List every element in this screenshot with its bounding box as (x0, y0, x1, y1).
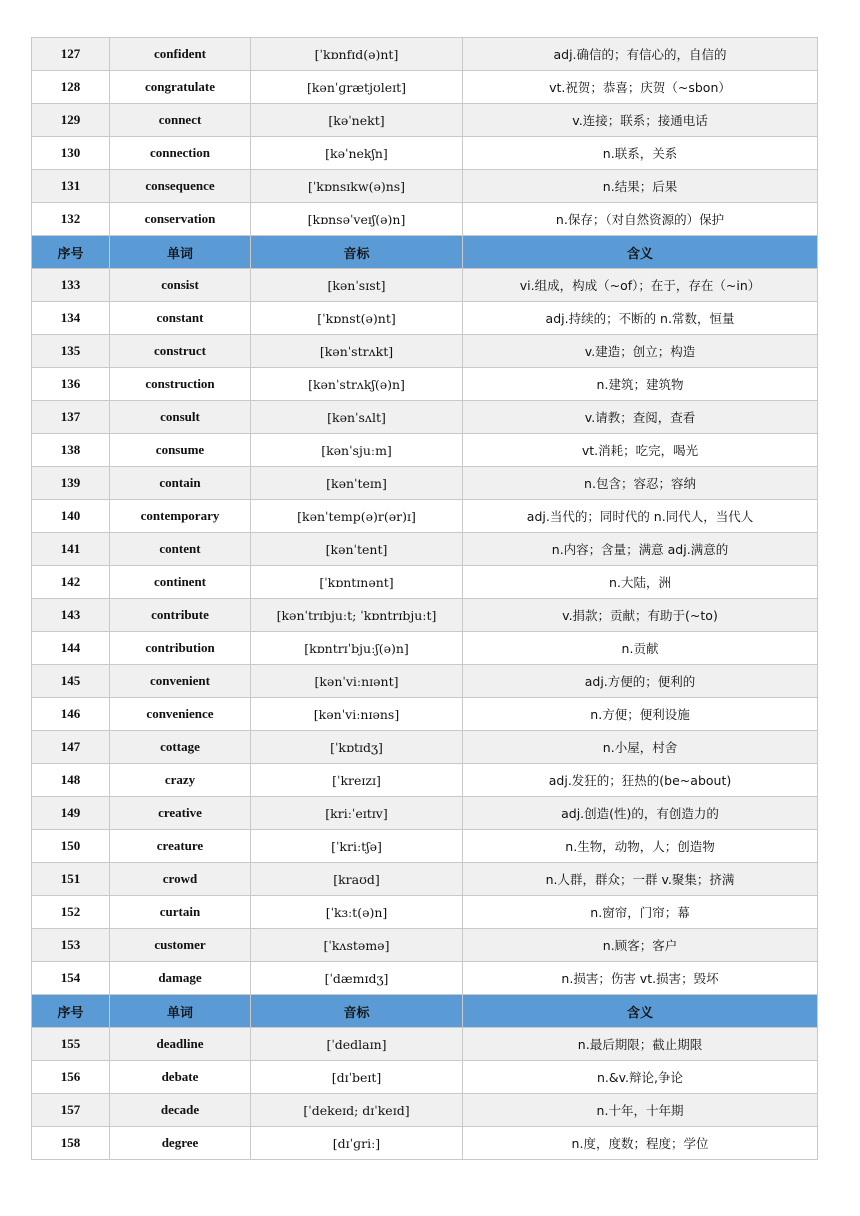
cell-num: 130 (32, 137, 110, 170)
cell-num: 141 (32, 533, 110, 566)
table-row (32, 302, 818, 335)
cell-phonetic: [kənˈsɪst] (251, 269, 463, 302)
cell-meaning: n.结果；后果 (463, 170, 818, 203)
cell-word: congratulate (110, 71, 251, 104)
cell-word: contribute (110, 599, 251, 632)
cell-word: confident (110, 38, 251, 71)
cell-word: consult (110, 401, 251, 434)
cell-word: convenience (110, 698, 251, 731)
cell-word: decade (110, 1094, 251, 1127)
cell-meaning: n.大陆，洲 (463, 566, 818, 599)
cell-num: 142 (32, 566, 110, 599)
cell-phonetic: [kənˈstrʌkʃ(ə)n] (251, 368, 463, 401)
table-row (32, 137, 818, 170)
table-row (32, 1028, 818, 1061)
cell-num: 135 (32, 335, 110, 368)
cell-phonetic: [kənˈviːnɪəns] (251, 698, 463, 731)
cell-meaning: n.人群，群众；一群 v.聚集；挤满 (463, 863, 818, 896)
cell-phonetic: [kənˈteɪn] (251, 467, 463, 500)
table-row (32, 731, 818, 764)
cell-phonetic: [kənˈsjuːm] (251, 434, 463, 467)
table-row (32, 863, 818, 896)
table-row (32, 830, 818, 863)
cell-num: 137 (32, 401, 110, 434)
header-cell-num: 序号 (32, 236, 110, 269)
cell-meaning: n.度，度数；程度；学位 (463, 1127, 818, 1160)
cell-num: 154 (32, 962, 110, 995)
cell-word: contribution (110, 632, 251, 665)
cell-num: 132 (32, 203, 110, 236)
cell-word: debate (110, 1061, 251, 1094)
cell-num: 152 (32, 896, 110, 929)
cell-phonetic: [ˈkɒtɪdʒ] (251, 731, 463, 764)
cell-phonetic: [dɪˈɡriː] (251, 1127, 463, 1160)
cell-meaning: adj.发狂的；狂热的(be~about) (463, 764, 818, 797)
cell-meaning: n.小屋，村舍 (463, 731, 818, 764)
table-row (32, 1127, 818, 1160)
cell-num: 155 (32, 1028, 110, 1061)
cell-num: 144 (32, 632, 110, 665)
cell-meaning: v.捐款；贡献；有助于(~to) (463, 599, 818, 632)
cell-num: 148 (32, 764, 110, 797)
cell-num: 140 (32, 500, 110, 533)
cell-meaning: n.损害；伤害 vt.损害；毁坏 (463, 962, 818, 995)
cell-phonetic: [ˈkɜːt(ə)n] (251, 896, 463, 929)
table-row (32, 335, 818, 368)
cell-word: creature (110, 830, 251, 863)
cell-phonetic: [ˈkriːtʃə] (251, 830, 463, 863)
table-row (32, 764, 818, 797)
table-row (32, 170, 818, 203)
cell-word: connection (110, 137, 251, 170)
cell-word: construct (110, 335, 251, 368)
cell-meaning: n.联系，关系 (463, 137, 818, 170)
header-cell-meaning: 含义 (463, 236, 818, 269)
cell-meaning: n.包含；容忍；容纳 (463, 467, 818, 500)
cell-phonetic: [dɪˈbeɪt] (251, 1061, 463, 1094)
cell-word: customer (110, 929, 251, 962)
table-row (32, 71, 818, 104)
table-header-row (32, 995, 818, 1028)
table-row (32, 401, 818, 434)
cell-meaning: n.&v.辩论,争论 (463, 1061, 818, 1094)
cell-phonetic: [kənˈviːnɪənt] (251, 665, 463, 698)
cell-meaning: n.方便；便利设施 (463, 698, 818, 731)
table-row (32, 104, 818, 137)
cell-meaning: n.内容；含量；满意 adj.满意的 (463, 533, 818, 566)
cell-phonetic: [kənˈsʌlt] (251, 401, 463, 434)
cell-num: 147 (32, 731, 110, 764)
cell-word: contain (110, 467, 251, 500)
cell-word: creative (110, 797, 251, 830)
cell-phonetic: [ˈkɒnsɪkw(ə)ns] (251, 170, 463, 203)
cell-word: cottage (110, 731, 251, 764)
cell-phonetic: [kənˈtent] (251, 533, 463, 566)
cell-word: consequence (110, 170, 251, 203)
cell-meaning: adj.确信的；有信心的，自信的 (463, 38, 818, 71)
cell-num: 136 (32, 368, 110, 401)
vocabulary-table-body (32, 38, 818, 1160)
table-header-row (32, 236, 818, 269)
cell-phonetic: [kənˈtemp(ə)r(ər)ɪ] (251, 500, 463, 533)
table-row (32, 500, 818, 533)
cell-meaning: v.请教；查阅，查看 (463, 401, 818, 434)
cell-phonetic: [ˈkɒntɪnənt] (251, 566, 463, 599)
table-row (32, 1094, 818, 1127)
cell-meaning: adj.持续的；不断的 n.常数，恒量 (463, 302, 818, 335)
cell-meaning: n.生物，动物，人；创造物 (463, 830, 818, 863)
cell-phonetic: [ˈdæmɪdʒ] (251, 962, 463, 995)
cell-meaning: n.最后期限；截止期限 (463, 1028, 818, 1061)
cell-meaning: n.贡献 (463, 632, 818, 665)
header-cell-num: 序号 (32, 995, 110, 1028)
table-row (32, 368, 818, 401)
cell-num: 138 (32, 434, 110, 467)
cell-meaning: n.保存；（对自然资源的）保护 (463, 203, 818, 236)
cell-num: 150 (32, 830, 110, 863)
cell-word: curtain (110, 896, 251, 929)
cell-num: 129 (32, 104, 110, 137)
cell-meaning: vi.组成，构成（~of）；在于，存在（~in） (463, 269, 818, 302)
cell-meaning: adj.当代的；同时代的 n.同代人，当代人 (463, 500, 818, 533)
cell-num: 157 (32, 1094, 110, 1127)
cell-num: 145 (32, 665, 110, 698)
cell-num: 133 (32, 269, 110, 302)
table-row (32, 533, 818, 566)
table-row (32, 566, 818, 599)
cell-word: content (110, 533, 251, 566)
cell-word: degree (110, 1127, 251, 1160)
cell-meaning: adj.创造(性)的，有创造力的 (463, 797, 818, 830)
cell-meaning: v.连接；联系；接通电话 (463, 104, 818, 137)
cell-num: 143 (32, 599, 110, 632)
cell-phonetic: [kɒnsəˈveɪʃ(ə)n] (251, 203, 463, 236)
cell-word: contemporary (110, 500, 251, 533)
table-row (32, 665, 818, 698)
table-row (32, 896, 818, 929)
cell-phonetic: [kriːˈeɪtɪv] (251, 797, 463, 830)
cell-meaning: v.建造；创立；构造 (463, 335, 818, 368)
cell-word: crazy (110, 764, 251, 797)
cell-meaning: n.十年，十年期 (463, 1094, 818, 1127)
cell-meaning: adj.方便的；便利的 (463, 665, 818, 698)
cell-word: conservation (110, 203, 251, 236)
table-row (32, 698, 818, 731)
cell-phonetic: [kəˈnekʃn] (251, 137, 463, 170)
cell-num: 134 (32, 302, 110, 335)
cell-num: 156 (32, 1061, 110, 1094)
cell-phonetic: [ˈdedlaɪn] (251, 1028, 463, 1061)
cell-word: crowd (110, 863, 251, 896)
cell-meaning: n.窗帘，门帘；幕 (463, 896, 818, 929)
cell-meaning: vt.消耗；吃完，喝光 (463, 434, 818, 467)
cell-num: 151 (32, 863, 110, 896)
header-cell-word: 单词 (110, 236, 251, 269)
table-row (32, 929, 818, 962)
cell-num: 146 (32, 698, 110, 731)
table-row (32, 38, 818, 71)
cell-phonetic: [kɒntrɪˈbjuːʃ(ə)n] (251, 632, 463, 665)
cell-word: connect (110, 104, 251, 137)
cell-phonetic: [kəˈnekt] (251, 104, 463, 137)
cell-word: continent (110, 566, 251, 599)
cell-phonetic: [kənˈtrɪbjuːt; ˈkɒntrɪbjuːt] (251, 599, 463, 632)
cell-phonetic: [ˈkɒnst(ə)nt] (251, 302, 463, 335)
cell-num: 149 (32, 797, 110, 830)
cell-meaning: n.建筑；建筑物 (463, 368, 818, 401)
table-row (32, 599, 818, 632)
cell-phonetic: [kənˈstrʌkt] (251, 335, 463, 368)
cell-word: convenient (110, 665, 251, 698)
table-row (32, 434, 818, 467)
cell-phonetic: [ˈkʌstəmə] (251, 929, 463, 962)
header-cell-word: 单词 (110, 995, 251, 1028)
table-row (32, 962, 818, 995)
cell-word: constant (110, 302, 251, 335)
header-cell-phonetic: 音标 (251, 236, 463, 269)
cell-num: 128 (32, 71, 110, 104)
cell-num: 127 (32, 38, 110, 71)
vocabulary-table (31, 37, 818, 1160)
table-row (32, 1061, 818, 1094)
cell-word: deadline (110, 1028, 251, 1061)
cell-phonetic: [ˈkɒnfɪd(ə)nt] (251, 38, 463, 71)
cell-meaning: n.顾客；客户 (463, 929, 818, 962)
cell-word: construction (110, 368, 251, 401)
cell-meaning: vt.祝贺；恭喜；庆贺（~sbon） (463, 71, 818, 104)
cell-phonetic: [ˈdekeɪd; dɪˈkeɪd] (251, 1094, 463, 1127)
table-row (32, 203, 818, 236)
cell-num: 139 (32, 467, 110, 500)
cell-word: consist (110, 269, 251, 302)
cell-phonetic: [kraʊd] (251, 863, 463, 896)
table-row (32, 467, 818, 500)
cell-num: 158 (32, 1127, 110, 1160)
cell-word: damage (110, 962, 251, 995)
cell-num: 131 (32, 170, 110, 203)
table-row (32, 632, 818, 665)
table-row (32, 269, 818, 302)
cell-word: consume (110, 434, 251, 467)
header-cell-meaning: 含义 (463, 995, 818, 1028)
header-cell-phonetic: 音标 (251, 995, 463, 1028)
cell-phonetic: [kənˈɡrætjʊleɪt] (251, 71, 463, 104)
cell-phonetic: [ˈkreɪzɪ] (251, 764, 463, 797)
table-row (32, 797, 818, 830)
cell-num: 153 (32, 929, 110, 962)
